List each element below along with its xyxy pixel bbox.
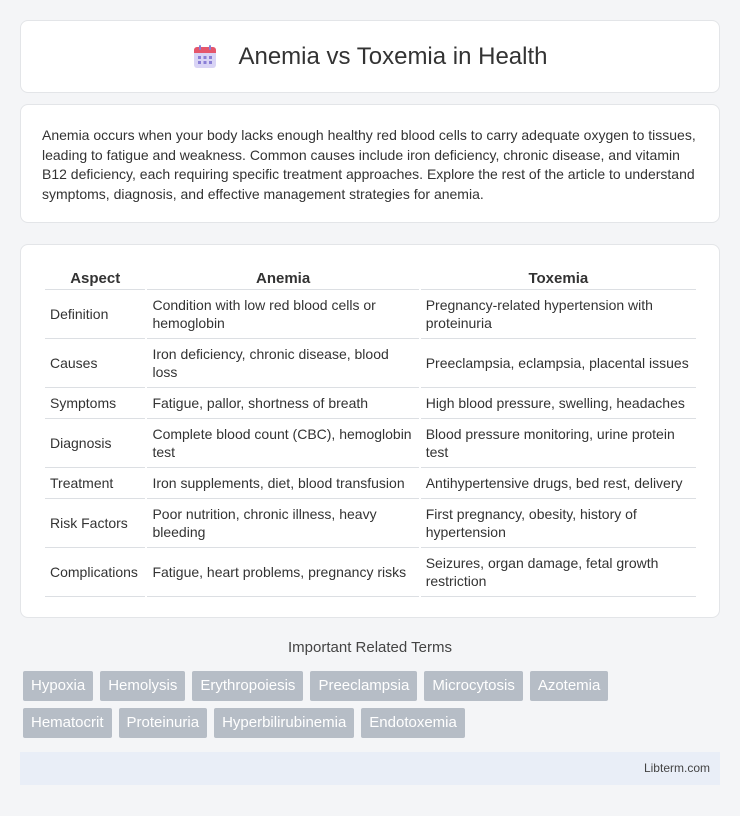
tag-row-1 (23, 671, 703, 701)
footer-site-link[interactable]: Libterm.com (643, 761, 710, 775)
table-row (45, 290, 696, 339)
table-row (45, 548, 696, 597)
anemia-cell: Fatigue, heart problems, pregnancy risks (147, 548, 418, 597)
anemia-cell: Iron supplements, diet, blood transfusion (147, 468, 418, 499)
table-row (45, 499, 696, 548)
table-header-row (45, 266, 696, 290)
calendar-icon (192, 44, 218, 70)
table-row (45, 339, 696, 388)
related-terms-tags (23, 671, 703, 745)
table-row (45, 468, 696, 499)
anemia-cell: Iron deficiency, chronic disease, blood loss (147, 339, 418, 388)
header-toxemia: Toxemia (421, 266, 696, 290)
tag-hematocrit[interactable]: Hematocrit (23, 708, 112, 738)
anemia-cell: Complete blood count (CBC), hemoglobin test (147, 419, 418, 468)
intro-card (20, 104, 720, 223)
toxemia-cell: Preeclampsia, eclampsia, placental issues (421, 339, 696, 388)
aspect-cell: Risk Factors (45, 499, 145, 548)
page-title: Anemia vs Toxemia in Health (238, 42, 548, 70)
tag-hyperbilirubinemia[interactable]: Hyperbilirubinemia (214, 708, 354, 738)
toxemia-cell: Antihypertensive drugs, bed rest, delivery (421, 468, 696, 499)
toxemia-cell: Pregnancy-related hypertension with proteinuria (421, 290, 696, 339)
header-aspect: Aspect (45, 266, 145, 290)
related-terms-title: Important Related Terms (288, 639, 452, 656)
aspect-cell: Symptoms (45, 388, 145, 419)
aspect-cell: Definition (45, 290, 145, 339)
toxemia-cell: Seizures, organ damage, fetal growth restriction (421, 548, 696, 597)
comparison-table-card (20, 244, 720, 618)
tag-microcytosis[interactable]: Microcytosis (424, 671, 523, 701)
tag-hypoxia[interactable]: Hypoxia (23, 671, 93, 701)
tag-preeclampsia[interactable]: Preeclampsia (310, 671, 417, 701)
header-anemia: Anemia (147, 266, 418, 290)
anemia-cell: Condition with low red blood cells or hemoglobin (147, 290, 418, 339)
intro-text: Anemia occurs when your body lacks enough healthy red blood cells to carry adequate oxygen to tissues, leading to fatigue and weakness. Common causes include iron deficiency, chronic disease, and vitamin B12 deficiency, each requiring specific treatment approaches. Explore the rest of the article to understand symptoms, diagnosis, and effective management strategies for anemia. (42, 127, 696, 202)
comparison-table (43, 266, 698, 597)
table-row (45, 419, 696, 468)
aspect-cell: Causes (45, 339, 145, 388)
tag-proteinuria[interactable]: Proteinuria (119, 708, 208, 738)
tag-hemolysis[interactable]: Hemolysis (100, 671, 185, 701)
aspect-cell: Complications (45, 548, 145, 597)
header-card (20, 20, 720, 93)
aspect-cell: Diagnosis (45, 419, 145, 468)
anemia-cell: Poor nutrition, chronic illness, heavy bleeding (147, 499, 418, 548)
tag-azotemia[interactable]: Azotemia (530, 671, 609, 701)
table-row (45, 388, 696, 419)
footer (20, 752, 720, 785)
toxemia-cell: Blood pressure monitoring, urine protein test (421, 419, 696, 468)
anemia-cell: Fatigue, pallor, shortness of breath (147, 388, 418, 419)
toxemia-cell: First pregnancy, obesity, history of hypertension (421, 499, 696, 548)
toxemia-cell: High blood pressure, swelling, headaches (421, 388, 696, 419)
tag-row-2 (23, 708, 703, 738)
tag-endotoxemia[interactable]: Endotoxemia (361, 708, 465, 738)
tag-erythropoiesis[interactable]: Erythropoiesis (192, 671, 303, 701)
aspect-cell: Treatment (45, 468, 145, 499)
